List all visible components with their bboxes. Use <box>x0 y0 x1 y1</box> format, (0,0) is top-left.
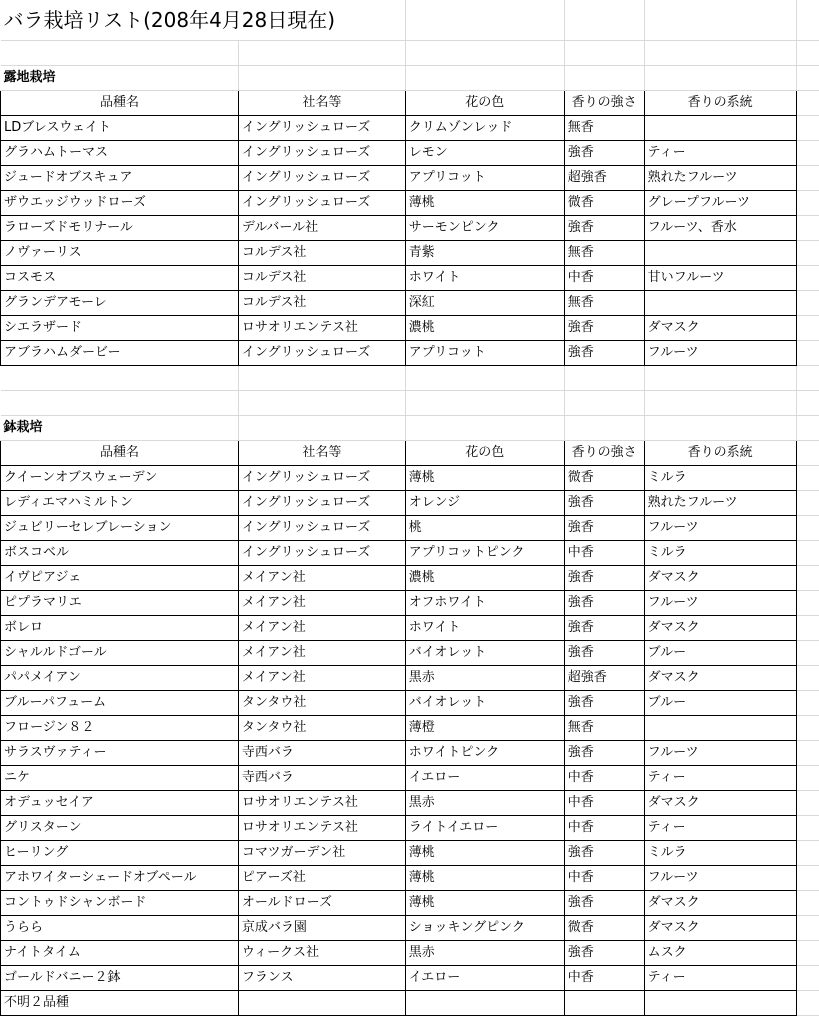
cell[interactable] <box>796 866 819 891</box>
section-title[interactable]: 露地栽培 <box>1 66 239 91</box>
cell-flower-color[interactable]: ホワイト <box>405 266 564 291</box>
cell-flower-color[interactable]: ホワイトピンク <box>405 741 564 766</box>
cell-fragrance-strength[interactable]: 中香 <box>564 966 644 991</box>
cell-fragrance-strength[interactable] <box>564 991 644 1016</box>
table-row <box>1 791 819 816</box>
cell[interactable] <box>796 266 819 291</box>
table-row <box>1 166 819 191</box>
cell-company[interactable]: イングリッシュローズ <box>238 116 405 141</box>
cell-company[interactable]: イングリッシュローズ <box>238 191 405 216</box>
cell-company[interactable]: イングリッシュローズ <box>238 516 405 541</box>
cell[interactable] <box>238 66 405 91</box>
table-row <box>1 466 819 491</box>
cell-company[interactable]: メイアン社 <box>238 566 405 591</box>
cell-fragrance-strength[interactable]: 中香 <box>564 866 644 891</box>
cell-company[interactable]: ロサオリエンテス社 <box>238 816 405 841</box>
cell-flower-color[interactable]: アプリコット <box>405 341 564 366</box>
header-company[interactable]: 社名等 <box>238 91 405 116</box>
cell-variety[interactable]: フロージン８２ <box>1 716 239 741</box>
cell[interactable] <box>796 0 819 41</box>
cell-company[interactable]: ロサオリエンテス社 <box>238 791 405 816</box>
cell-variety[interactable]: アブラハムダービー <box>1 341 239 366</box>
cell-fragrance-type[interactable]: ダマスク <box>644 316 796 341</box>
cell-fragrance-type[interactable]: フルーツ <box>644 591 796 616</box>
cell-fragrance-strength[interactable]: 強香 <box>564 741 644 766</box>
table-row <box>1 691 819 716</box>
table-row <box>1 841 819 866</box>
cell-fragrance-strength[interactable]: 中香 <box>564 791 644 816</box>
cell-variety[interactable]: ニケ <box>1 766 239 791</box>
cell-company[interactable]: ロサオリエンテス社 <box>238 316 405 341</box>
cell[interactable] <box>796 116 819 141</box>
cell-fragrance-type[interactable]: 甘いフルーツ <box>644 266 796 291</box>
table-row <box>1 641 819 666</box>
cell-flower-color[interactable]: 薄桃 <box>405 466 564 491</box>
cell-variety[interactable]: アホワイターシェードオブペール <box>1 866 239 891</box>
cell-fragrance-strength[interactable]: 強香 <box>564 591 644 616</box>
cell-variety[interactable]: ボスコベル <box>1 541 239 566</box>
cell-flower-color[interactable]: 薄桃 <box>405 191 564 216</box>
cell-fragrance-strength[interactable]: 強香 <box>564 691 644 716</box>
cell[interactable] <box>405 366 564 391</box>
cell-flower-color[interactable]: 青紫 <box>405 241 564 266</box>
table-row <box>1 816 819 841</box>
cell-variety[interactable]: クイーンオブスウェーデン <box>1 466 239 491</box>
cell[interactable] <box>796 891 819 916</box>
cell-variety[interactable]: ザウエッジウッドローズ <box>1 191 239 216</box>
cell-variety[interactable]: コスモス <box>1 266 239 291</box>
cell-fragrance-strength[interactable]: 超強香 <box>564 166 644 191</box>
cell[interactable] <box>564 366 644 391</box>
grid-body <box>1 0 819 1016</box>
cell-fragrance-type[interactable]: グレープフルーツ <box>644 191 796 216</box>
cell[interactable] <box>564 66 644 91</box>
cell-fragrance-strength[interactable]: 無香 <box>564 291 644 316</box>
cell[interactable] <box>796 166 819 191</box>
cell-fragrance-type[interactable]: フルーツ <box>644 741 796 766</box>
cell-flower-color[interactable]: ホワイト <box>405 616 564 641</box>
cell-variety[interactable]: ナイトタイム <box>1 941 239 966</box>
cell-fragrance-strength[interactable]: 強香 <box>564 941 644 966</box>
cell[interactable] <box>644 416 796 441</box>
cell-variety[interactable]: コントゥドシャンボード <box>1 891 239 916</box>
cell-variety[interactable]: シエラザード <box>1 316 239 341</box>
cell[interactable] <box>405 41 564 66</box>
table-row <box>1 966 819 991</box>
sheet-title[interactable]: バラ栽培リスト(208年4月28日現在) <box>1 0 406 41</box>
cell-flower-color[interactable]: イエロー <box>405 766 564 791</box>
cell-company[interactable]: コルデス社 <box>238 291 405 316</box>
cell-fragrance-type[interactable]: ダマスク <box>644 566 796 591</box>
cell-variety[interactable]: うらら <box>1 916 239 941</box>
cell-fragrance-strength[interactable]: 強香 <box>564 641 644 666</box>
cell-fragrance-type[interactable]: フルーツ <box>644 516 796 541</box>
cell[interactable] <box>644 366 796 391</box>
cell-flower-color[interactable]: バイオレット <box>405 691 564 716</box>
cell[interactable] <box>796 41 819 66</box>
cell-company[interactable]: タンタウ社 <box>238 716 405 741</box>
cell[interactable] <box>405 0 564 41</box>
table-row <box>1 741 819 766</box>
cell-variety[interactable]: グランデアモーレ <box>1 291 239 316</box>
cell-fragrance-strength[interactable]: 強香 <box>564 491 644 516</box>
cell[interactable] <box>796 641 819 666</box>
cell-flower-color[interactable]: 黒赤 <box>405 941 564 966</box>
cell-fragrance-strength[interactable]: 微香 <box>564 466 644 491</box>
cell[interactable] <box>796 966 819 991</box>
table-row <box>1 341 819 366</box>
cell-variety[interactable]: ラローズドモリナール <box>1 216 239 241</box>
blank-row <box>1 41 819 66</box>
cell-flower-color[interactable] <box>405 991 564 1016</box>
header-fragrance-type[interactable]: 香りの系統 <box>644 441 796 466</box>
cell-flower-color[interactable]: 薄桃 <box>405 866 564 891</box>
cell-fragrance-type[interactable]: ティー <box>644 141 796 166</box>
cell-company[interactable]: イングリッシュローズ <box>238 466 405 491</box>
table-row <box>1 141 819 166</box>
table-row <box>1 766 819 791</box>
cell-fragrance-strength[interactable]: 強香 <box>564 566 644 591</box>
cell-company[interactable]: イングリッシュローズ <box>238 141 405 166</box>
cell-fragrance-strength[interactable]: 強香 <box>564 316 644 341</box>
cell[interactable] <box>796 316 819 341</box>
cell[interactable] <box>796 791 819 816</box>
table-row <box>1 666 819 691</box>
cell[interactable] <box>796 616 819 641</box>
cell-fragrance-strength[interactable]: 強香 <box>564 616 644 641</box>
section-row <box>1 416 819 441</box>
cell-fragrance-type[interactable]: フルーツ、香水 <box>644 216 796 241</box>
cell[interactable] <box>238 41 405 66</box>
cell[interactable] <box>796 666 819 691</box>
table-row <box>1 116 819 141</box>
cell[interactable] <box>796 916 819 941</box>
table-row <box>1 541 819 566</box>
cell-company[interactable]: メイアン社 <box>238 641 405 666</box>
cell-variety[interactable]: イヴピアジェ <box>1 566 239 591</box>
cell-fragrance-type[interactable] <box>644 991 796 1016</box>
cell-fragrance-type[interactable]: ミルラ <box>644 541 796 566</box>
cell-fragrance-strength[interactable]: 強香 <box>564 141 644 166</box>
cell-variety[interactable]: ブルーパフューム <box>1 691 239 716</box>
cell[interactable] <box>564 416 644 441</box>
cell[interactable] <box>796 566 819 591</box>
cell-fragrance-strength[interactable]: 強香 <box>564 841 644 866</box>
cell[interactable] <box>405 66 564 91</box>
cell-variety[interactable]: レディエマハミルトン <box>1 491 239 516</box>
cell[interactable] <box>796 366 819 391</box>
cell[interactable] <box>796 841 819 866</box>
table-row <box>1 916 819 941</box>
cell-variety[interactable]: グリスターン <box>1 816 239 841</box>
cell-variety[interactable]: LDブレスウェイト <box>1 116 239 141</box>
cell[interactable] <box>796 191 819 216</box>
header-variety[interactable]: 品種名 <box>1 91 239 116</box>
cell-fragrance-type[interactable]: ティー <box>644 766 796 791</box>
cell[interactable] <box>796 991 819 1016</box>
cell-variety[interactable]: 不明２品種 <box>1 991 239 1016</box>
cell-flower-color[interactable]: 濃桃 <box>405 316 564 341</box>
cell-variety[interactable]: ジュビリーセレブレーション <box>1 516 239 541</box>
cell-fragrance-strength[interactable]: 中香 <box>564 541 644 566</box>
cell-company[interactable]: ウィークス社 <box>238 941 405 966</box>
cell-fragrance-type[interactable]: ダマスク <box>644 616 796 641</box>
cell-company[interactable]: ピアーズ社 <box>238 866 405 891</box>
cell-fragrance-type[interactable]: ダマスク <box>644 891 796 916</box>
cell[interactable] <box>644 66 796 91</box>
table-row <box>1 991 819 1016</box>
cell-flower-color[interactable]: レモン <box>405 141 564 166</box>
cell-flower-color[interactable]: 薄桃 <box>405 891 564 916</box>
cell-company[interactable]: デルバール社 <box>238 216 405 241</box>
header-fragrance-strength[interactable]: 香りの強さ <box>564 91 644 116</box>
cell-fragrance-type[interactable]: フルーツ <box>644 866 796 891</box>
cell-fragrance-type[interactable]: ダマスク <box>644 666 796 691</box>
cell[interactable] <box>796 716 819 741</box>
cell-company[interactable]: タンタウ社 <box>238 691 405 716</box>
cell-flower-color[interactable]: オフホワイト <box>405 591 564 616</box>
cell-fragrance-type[interactable] <box>644 291 796 316</box>
cell-fragrance-strength[interactable]: 強香 <box>564 341 644 366</box>
cell-variety[interactable]: グラハムトーマス <box>1 141 239 166</box>
cell[interactable] <box>405 416 564 441</box>
cell[interactable] <box>796 941 819 966</box>
cell-flower-color[interactable]: 黒赤 <box>405 666 564 691</box>
cell[interactable] <box>796 766 819 791</box>
table-row <box>1 191 819 216</box>
table-row <box>1 891 819 916</box>
cell[interactable] <box>796 66 819 91</box>
header-variety[interactable]: 品種名 <box>1 441 239 466</box>
cell[interactable] <box>796 391 819 416</box>
header-row <box>1 91 819 116</box>
cell[interactable] <box>796 341 819 366</box>
cell[interactable] <box>405 391 564 416</box>
cell[interactable] <box>796 516 819 541</box>
cell[interactable] <box>644 391 796 416</box>
cell[interactable] <box>796 416 819 441</box>
cell-variety[interactable]: シャルルドゴール <box>1 641 239 666</box>
cell-variety[interactable]: ピプラマリエ <box>1 591 239 616</box>
cell-fragrance-strength[interactable]: 微香 <box>564 191 644 216</box>
cell-company[interactable]: メイアン社 <box>238 666 405 691</box>
cell[interactable] <box>1 41 239 66</box>
cell[interactable] <box>1 366 239 391</box>
cell[interactable] <box>796 491 819 516</box>
table-row <box>1 291 819 316</box>
cell[interactable] <box>796 91 819 116</box>
cell-variety[interactable]: サラスヴァティー <box>1 741 239 766</box>
cell-fragrance-strength[interactable]: 強香 <box>564 516 644 541</box>
cell[interactable] <box>564 41 644 66</box>
cell-flower-color[interactable]: クリムゾンレッド <box>405 116 564 141</box>
table-row <box>1 941 819 966</box>
cell-flower-color[interactable]: バイオレット <box>405 641 564 666</box>
cell-flower-color[interactable]: アプリコット <box>405 166 564 191</box>
cell-flower-color[interactable]: ショッキングピンク <box>405 916 564 941</box>
table-row <box>1 516 819 541</box>
cell-company[interactable]: イングリッシュローズ <box>238 541 405 566</box>
cell-flower-color[interactable]: アプリコットピンク <box>405 541 564 566</box>
cell-fragrance-type[interactable] <box>644 116 796 141</box>
cell[interactable] <box>796 816 819 841</box>
cell-company[interactable]: メイアン社 <box>238 616 405 641</box>
cell[interactable] <box>564 391 644 416</box>
cell[interactable] <box>796 216 819 241</box>
cell[interactable] <box>796 541 819 566</box>
cell[interactable] <box>1 391 239 416</box>
cell-variety[interactable]: ノヴァーリス <box>1 241 239 266</box>
cell-company[interactable]: メイアン社 <box>238 591 405 616</box>
table-row <box>1 316 819 341</box>
cell[interactable] <box>238 366 405 391</box>
cell[interactable] <box>644 41 796 66</box>
cell-company[interactable]: オールドローズ <box>238 891 405 916</box>
cell-flower-color[interactable]: 薄橙 <box>405 716 564 741</box>
cell-company[interactable]: 寺西バラ <box>238 766 405 791</box>
header-flower-color[interactable]: 花の色 <box>405 91 564 116</box>
cell-variety[interactable]: ゴールドバニー２鉢 <box>1 966 239 991</box>
header-row <box>1 441 819 466</box>
cell-fragrance-strength[interactable]: 中香 <box>564 766 644 791</box>
cell-company[interactable]: イングリッシュローズ <box>238 166 405 191</box>
cell-fragrance-strength[interactable]: 無香 <box>564 116 644 141</box>
title-row <box>1 0 819 41</box>
table-row <box>1 566 819 591</box>
cell-variety[interactable]: ヒーリング <box>1 841 239 866</box>
cell[interactable] <box>796 141 819 166</box>
cell-flower-color[interactable]: 濃桃 <box>405 566 564 591</box>
cell-fragrance-type[interactable]: ブルー <box>644 691 796 716</box>
cell-variety[interactable]: ボレロ <box>1 616 239 641</box>
cell-fragrance-type[interactable] <box>644 716 796 741</box>
blank-row <box>1 366 819 391</box>
cell[interactable] <box>796 741 819 766</box>
cell-flower-color[interactable]: イエロー <box>405 966 564 991</box>
cell-fragrance-strength[interactable]: 中香 <box>564 816 644 841</box>
cell-fragrance-type[interactable] <box>644 241 796 266</box>
cell-company[interactable]: イングリッシュローズ <box>238 341 405 366</box>
cell-flower-color[interactable]: 薄桃 <box>405 841 564 866</box>
cell-company[interactable]: 寺西バラ <box>238 741 405 766</box>
cell-fragrance-type[interactable]: ティー <box>644 816 796 841</box>
section-title[interactable]: 鉢栽培 <box>1 416 239 441</box>
cell[interactable] <box>796 466 819 491</box>
cell-fragrance-type[interactable]: ムスク <box>644 941 796 966</box>
table-row <box>1 716 819 741</box>
cell[interactable] <box>238 416 405 441</box>
cell-company[interactable]: 京成バラ園 <box>238 916 405 941</box>
header-company[interactable]: 社名等 <box>238 441 405 466</box>
cell-company[interactable]: コルデス社 <box>238 241 405 266</box>
table-row <box>1 491 819 516</box>
section-row <box>1 66 819 91</box>
cell[interactable] <box>796 291 819 316</box>
cell[interactable] <box>796 441 819 466</box>
cell-flower-color[interactable]: オレンジ <box>405 491 564 516</box>
cell-fragrance-type[interactable]: ダマスク <box>644 916 796 941</box>
cell[interactable] <box>564 0 644 41</box>
cell-flower-color[interactable]: ライトイエロー <box>405 816 564 841</box>
cell-fragrance-strength[interactable]: 超強香 <box>564 666 644 691</box>
cell-fragrance-strength[interactable]: 強香 <box>564 216 644 241</box>
header-fragrance-type[interactable]: 香りの系統 <box>644 91 796 116</box>
cell-variety[interactable]: オデュッセイア <box>1 791 239 816</box>
cell-fragrance-type[interactable]: 熟れたフルーツ <box>644 166 796 191</box>
blank-row <box>1 391 819 416</box>
cell-flower-color[interactable]: サーモンピンク <box>405 216 564 241</box>
cell-company[interactable]: フランス <box>238 966 405 991</box>
cell[interactable] <box>796 691 819 716</box>
cell-company[interactable]: コルデス社 <box>238 266 405 291</box>
table-row <box>1 216 819 241</box>
cell-fragrance-strength[interactable]: 中香 <box>564 266 644 291</box>
cell-fragrance-strength[interactable]: 微香 <box>564 916 644 941</box>
table-row <box>1 241 819 266</box>
cell-fragrance-type[interactable]: ダマスク <box>644 791 796 816</box>
cell-fragrance-strength[interactable]: 無香 <box>564 241 644 266</box>
table-row <box>1 616 819 641</box>
cell-company[interactable]: イングリッシュローズ <box>238 491 405 516</box>
cell[interactable] <box>796 591 819 616</box>
header-flower-color[interactable]: 花の色 <box>405 441 564 466</box>
cell-fragrance-type[interactable]: ブルー <box>644 641 796 666</box>
cell-fragrance-type[interactable]: 熟れたフルーツ <box>644 491 796 516</box>
cell-variety[interactable]: パパメイアン <box>1 666 239 691</box>
cell-flower-color[interactable]: 桃 <box>405 516 564 541</box>
table-row <box>1 866 819 891</box>
cell-company[interactable]: コマツガーデン社 <box>238 841 405 866</box>
cell-fragrance-type[interactable]: ティー <box>644 966 796 991</box>
table-row <box>1 266 819 291</box>
cell-fragrance-strength[interactable]: 無香 <box>564 716 644 741</box>
cell-fragrance-type[interactable]: フルーツ <box>644 341 796 366</box>
cell-flower-color[interactable]: 深紅 <box>405 291 564 316</box>
cell-variety[interactable]: ジュードオブスキュア <box>1 166 239 191</box>
cell[interactable] <box>796 241 819 266</box>
cell[interactable] <box>238 391 405 416</box>
cell-company[interactable] <box>238 991 405 1016</box>
cell-flower-color[interactable]: 黒赤 <box>405 791 564 816</box>
header-fragrance-strength[interactable]: 香りの強さ <box>564 441 644 466</box>
cell-fragrance-type[interactable]: ミルラ <box>644 466 796 491</box>
table-row <box>1 591 819 616</box>
cell-fragrance-type[interactable]: ミルラ <box>644 841 796 866</box>
cell[interactable] <box>644 0 796 41</box>
cell-fragrance-strength[interactable]: 強香 <box>564 891 644 916</box>
